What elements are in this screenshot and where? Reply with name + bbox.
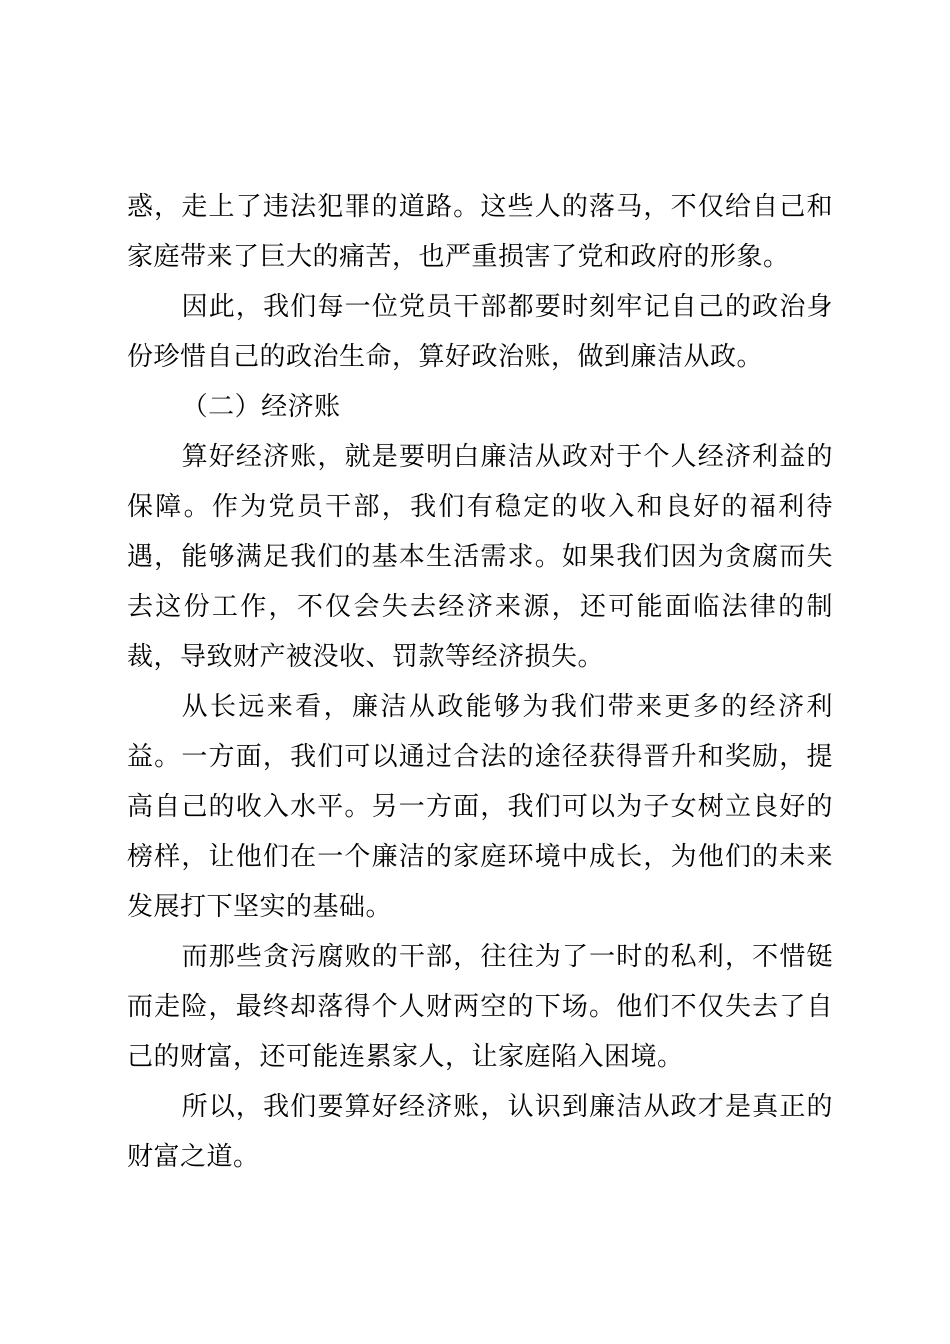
document-body — [127, 182, 833, 1182]
section-heading-economic: （二）经济账 — [181, 392, 341, 422]
paragraph-economic-conclusion: 所以，我们要算好经济账，认识到廉洁从政才是真正的财富之道。 — [127, 1092, 833, 1172]
paragraph-long-term-benefit: 从长远来看，廉洁从政能够为我们带来更多的经济利益。一方面，我们可以通过合法的途径获得晋升和奖励，提高自己的收入水平。另一方面，我们可以为子女树立良好的榜样，让他们在一个廉洁的家庭环境中成长，为他们的未来发展打下坚实的基础。 — [127, 692, 833, 922]
paragraph-political-conclusion: 因此，我们每一位党员干部都要时刻牢记自己的政治身份珍惜自己的政治生命，算好政治账，做到廉洁从政。 — [127, 292, 833, 372]
paragraph-continuation: 惑，走上了违法犯罪的道路。这些人的落马，不仅给自己和家庭带来了巨大的痛苦，也严重损害了党和政府的形象。 — [127, 192, 833, 272]
paragraph-economic-guarantee: 算好经济账，就是要明白廉洁从政对于个人经济利益的保障。作为党员干部，我们有稳定的收入和良好的福利待遇，能够满足我们的基本生活需求。如果我们因为贪腐而失去这份工作，不仅会失去经济来源，还可能面临法律的制裁，导致财产被没收、罚款等经济损失。 — [127, 442, 833, 672]
paragraph-corruption-consequence: 而那些贪污腐败的干部，往往为了一时的私利，不惜铤而走险，最终却落得个人财两空的下场。他们不仅失去了自己的财富，还可能连累家人，让家庭陷入困境。 — [127, 942, 833, 1072]
